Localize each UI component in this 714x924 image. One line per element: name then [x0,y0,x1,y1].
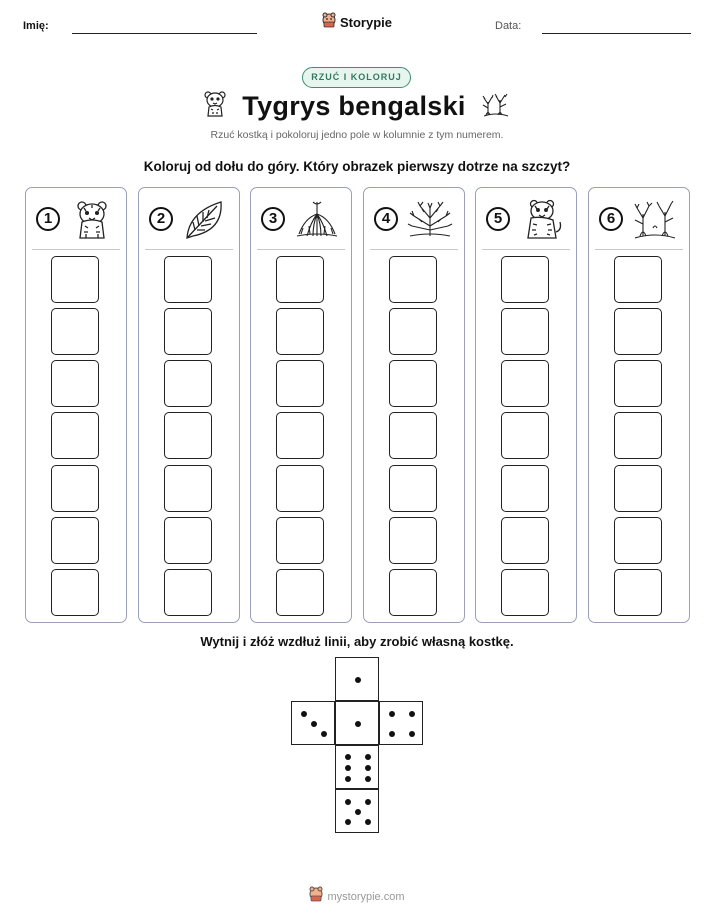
column-4 [363,187,465,623]
color-cell[interactable] [501,465,549,512]
color-cell[interactable] [614,569,662,616]
color-cell[interactable] [276,256,324,303]
color-cell[interactable] [51,569,99,616]
name-label: Imię: [23,20,49,32]
column-header [139,188,239,250]
pip [345,776,351,782]
dice-face-5 [335,789,379,833]
pip [301,711,307,717]
color-cell[interactable] [389,569,437,616]
color-cell[interactable] [51,308,99,355]
dice-face-4 [379,701,423,745]
tiger-cub-icon [202,90,228,123]
tiger-cub-icon [68,198,116,242]
column-header [26,188,126,250]
pip [345,765,351,771]
divider [32,249,120,250]
column-header [364,188,464,250]
mangrove-icon [480,90,512,123]
column-number: 6 [599,207,623,231]
color-cell[interactable] [389,308,437,355]
date-line [542,33,691,34]
color-cell[interactable] [614,465,662,512]
column-header [589,188,689,250]
color-cell[interactable] [501,517,549,564]
color-cell[interactable] [614,308,662,355]
color-cell[interactable] [164,412,212,459]
pip [355,677,361,683]
coral-bush-icon [406,198,454,242]
color-cell[interactable] [276,412,324,459]
storypie-logo-icon [309,886,323,907]
storypie-logo-icon [322,12,336,33]
column-number: 5 [486,207,510,231]
title-row [0,90,714,123]
color-cell[interactable] [389,465,437,512]
pip [345,799,351,805]
column-3 [250,187,352,623]
column-number: 4 [374,207,398,231]
pip [365,799,371,805]
mangrove-icon [631,198,679,242]
divider [257,249,345,250]
dice-face-1 [335,701,379,745]
color-cell[interactable] [164,569,212,616]
subtitle: Rzuć kostką i pokoloruj jedno pole w kolumnie z tym numerem. [210,129,504,141]
pip [311,721,317,727]
color-cell[interactable] [614,256,662,303]
pip [355,809,361,815]
color-cell[interactable] [501,308,549,355]
color-cell[interactable] [276,360,324,407]
pip [365,765,371,771]
dice-face-1 [335,657,379,701]
color-cell[interactable] [51,465,99,512]
cut-instruction: Wytnij i złóż wzdłuż linii, aby zrobić własną kostkę. [200,634,514,649]
column-header [476,188,576,250]
pip [365,776,371,782]
pip [409,711,415,717]
pip [345,754,351,760]
footer [0,886,714,907]
column-number: 3 [261,207,285,231]
color-cell[interactable] [51,256,99,303]
color-cell[interactable] [501,412,549,459]
pip [389,731,395,737]
color-cell[interactable] [51,517,99,564]
column-1 [25,187,127,623]
column-6 [588,187,690,623]
column-header [251,188,351,250]
color-cell[interactable] [501,569,549,616]
brand [0,12,714,33]
pip [389,711,395,717]
pip [321,731,327,737]
footer-url: mystorypie.com [327,890,405,903]
column-number: 2 [149,207,173,231]
banyan-roots-icon [293,198,341,242]
divider [595,249,683,250]
divider [482,249,570,250]
color-cell[interactable] [51,360,99,407]
color-cell[interactable] [276,308,324,355]
leaf-icon [181,198,229,242]
color-cell[interactable] [614,412,662,459]
color-cell[interactable] [389,360,437,407]
color-cell[interactable] [276,569,324,616]
column-number: 1 [36,207,60,231]
color-cell[interactable] [614,517,662,564]
date-label: Data: [495,20,522,32]
pip [345,819,351,825]
column-2 [138,187,240,623]
page-title: Tygrys bengalski [242,91,466,121]
color-cell[interactable] [164,308,212,355]
activity-badge: RZUĆ I KOLORUJ [302,67,411,88]
color-cell[interactable] [389,412,437,459]
color-cell[interactable] [164,465,212,512]
name-line [72,33,257,34]
pip [365,754,371,760]
column-5 [475,187,577,623]
dice-face-3 [291,701,335,745]
color-cell[interactable] [164,517,212,564]
pip [355,721,361,727]
dice-face-6 [335,745,379,789]
color-cell[interactable] [276,465,324,512]
color-cell[interactable] [51,412,99,459]
color-cell[interactable] [614,360,662,407]
color-cell[interactable] [389,256,437,303]
instruction: Koloruj od dołu do góry. Który obrazek pierwszy dotrze na szczyt? [143,159,571,174]
color-cell[interactable] [501,360,549,407]
tiger-icon [518,198,566,242]
pip [409,731,415,737]
color-cell[interactable] [164,360,212,407]
brand-name: Storypie [339,15,392,30]
divider [370,249,458,250]
color-cell[interactable] [501,256,549,303]
color-cell[interactable] [276,517,324,564]
color-cell[interactable] [389,517,437,564]
pip [365,819,371,825]
divider [145,249,233,250]
color-cell[interactable] [164,256,212,303]
